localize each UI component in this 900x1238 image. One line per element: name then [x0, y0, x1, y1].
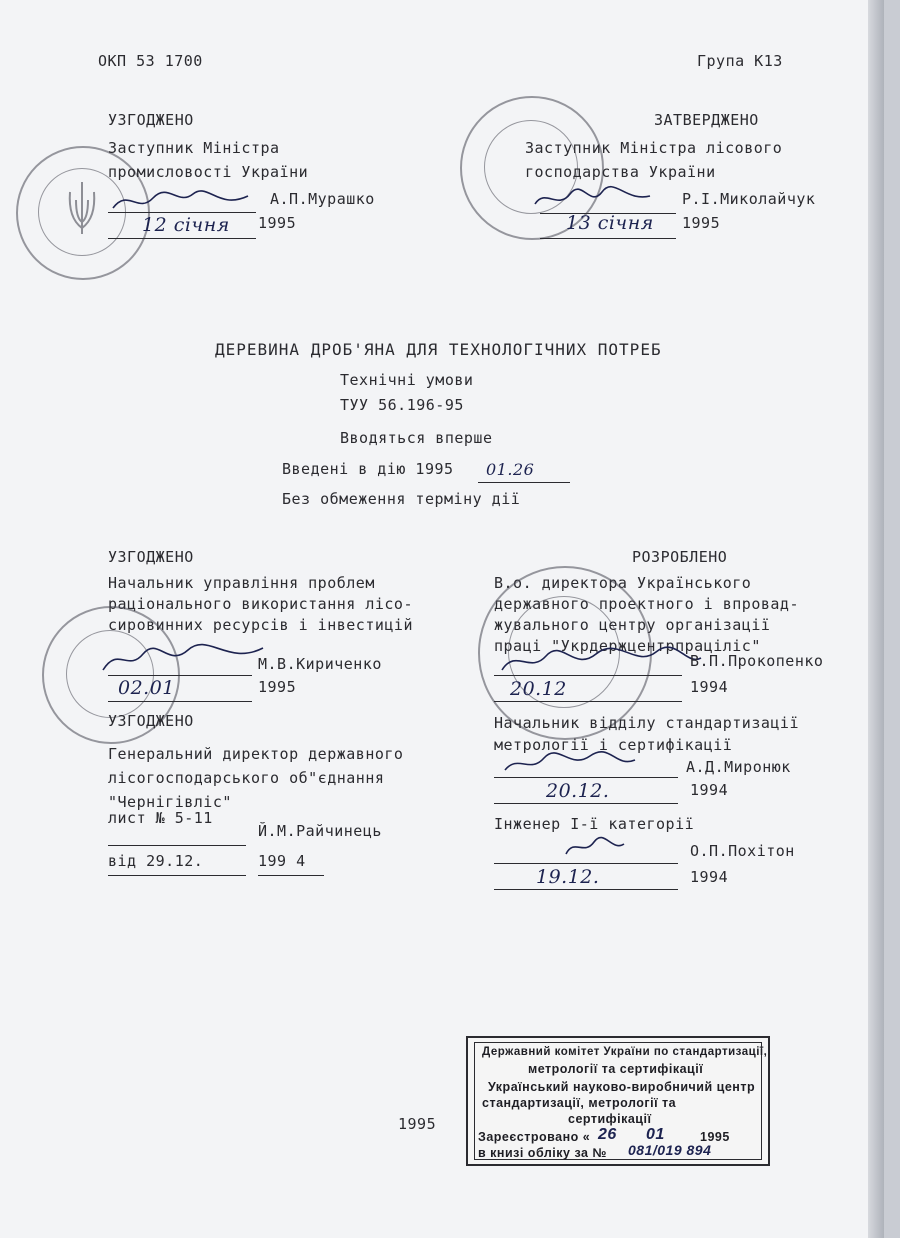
low-left-name: Й.М.Райчинець	[258, 822, 382, 840]
reg-book-label: в книзі обліку за №	[478, 1146, 607, 1160]
engineer-title: Інженер І-ї категорії	[494, 815, 695, 833]
right-approval-label: ЗАТВЕРДЖЕНО	[654, 111, 759, 129]
term-note: Без обмеження терміну дії	[282, 490, 521, 508]
low-left-line-2: лісогосподарського об"єднання	[108, 769, 385, 787]
developed-line-3: жувального центру організації	[494, 616, 771, 634]
signature-prokopenko	[496, 644, 706, 680]
developed-name: В.П.Прокопенко	[690, 652, 824, 670]
head-line-2: метрології і сертифікації	[494, 736, 733, 754]
mid-left-hand-date: 02.01	[118, 677, 175, 699]
engineer-name: О.П.Похітон	[690, 842, 795, 860]
reg-book-number: 081/019 894	[628, 1142, 712, 1158]
head-line-1: Начальник відділу стандартизації	[494, 714, 799, 732]
engineer-date: 19.12.	[536, 866, 600, 888]
mid-left-label: УЗГОДЖЕНО	[108, 548, 194, 566]
effective-date: 01.26	[486, 460, 535, 479]
reg-year: 1995	[700, 1130, 730, 1144]
developed-year: 1994	[690, 678, 729, 696]
low-left-letter: лист № 5-11	[108, 809, 213, 827]
reg-line-4: стандартизації, метрології та	[482, 1096, 677, 1110]
low-left-line-1: Генеральний директор державного	[108, 745, 404, 763]
document-code: ТУУ 56.196-95	[340, 396, 464, 414]
trident-emblem-icon	[62, 178, 102, 242]
left-approval-label: УЗГОДЖЕНО	[108, 111, 194, 129]
reg-line-3: Український науково-виробничий центр	[488, 1080, 756, 1094]
right-approval-hand-date: 13 січня	[566, 212, 654, 234]
right-approval-year: 1995	[682, 214, 721, 232]
right-approval-position-1: Заступник Міністра лісового	[525, 139, 783, 157]
left-approval-hand-date: 12 січня	[142, 214, 230, 236]
low-left-line-3: "Чернігівліс"	[108, 793, 232, 811]
mid-left-year: 1995	[258, 678, 297, 696]
signature-murashko	[108, 186, 258, 216]
signature-kyrychenko	[98, 640, 268, 680]
reg-month: 01	[646, 1126, 665, 1143]
developed-line-4: праці "Укрдержцентрпраціліс"	[494, 637, 761, 655]
document-title: ДЕРЕВИНА ДРОБ'ЯНА ДЛЯ ТЕХНОЛОГІЧНИХ ПОТРЕБ	[215, 340, 662, 359]
right-approval-name: Р.І.Миколайчук	[682, 190, 816, 208]
low-left-date: від 29.12.	[108, 852, 204, 870]
signature-pokhiton	[560, 832, 630, 862]
developed-label: РОЗРОБЛЕНО	[632, 548, 728, 566]
head-date: 20.12.	[546, 780, 610, 802]
developed-hand-date: 20.12	[510, 678, 567, 700]
left-approval-position-2: промисловості України	[108, 163, 309, 181]
effective-prefix: Введені в дію 1995	[282, 460, 454, 478]
low-left-year: 199 4	[258, 852, 306, 870]
low-left-label: УЗГОДЖЕНО	[108, 712, 194, 730]
reg-line-1: Державний комітет України по стандартизації,	[482, 1046, 768, 1058]
registration-stamp	[466, 1036, 770, 1166]
reg-registered-label: Зареєстровано «	[478, 1130, 591, 1144]
signature-mykolaichuk	[530, 184, 660, 214]
reg-day: 26	[598, 1126, 617, 1143]
mid-left-name: М.В.Кириченко	[258, 655, 382, 673]
developed-line-2: державного проектного і впровад-	[494, 595, 799, 613]
left-approval-name: А.П.Мурашко	[270, 190, 375, 208]
mid-left-line-3: сировинних ресурсів і інвестицій	[108, 616, 413, 634]
reg-line-5: сертифікації	[568, 1112, 652, 1126]
head-name: А.Д.Миронюк	[686, 758, 791, 776]
left-approval-position-1: Заступник Міністра	[108, 139, 280, 157]
first-time-note: Вводяться вперше	[340, 429, 493, 447]
footer-year: 1995	[398, 1115, 437, 1133]
reg-line-2: метрології та сертифікації	[528, 1062, 704, 1076]
left-approval-year: 1995	[258, 214, 297, 232]
right-approval-position-2: господарства України	[525, 163, 716, 181]
mid-left-line-2: раціонального використання лісо-	[108, 595, 413, 613]
signature-myroniuk	[500, 748, 640, 778]
document-subtitle: Технічні умови	[340, 371, 474, 389]
mid-left-line-1: Начальник управління проблем	[108, 574, 375, 592]
page-edge	[868, 0, 884, 1238]
engineer-year: 1994	[690, 868, 729, 886]
group-code: Група К13	[697, 52, 783, 70]
head-year: 1994	[690, 781, 729, 799]
okp-code: ОКП 53 1700	[98, 52, 203, 70]
developed-line-1: В.о. директора Українського	[494, 574, 752, 592]
